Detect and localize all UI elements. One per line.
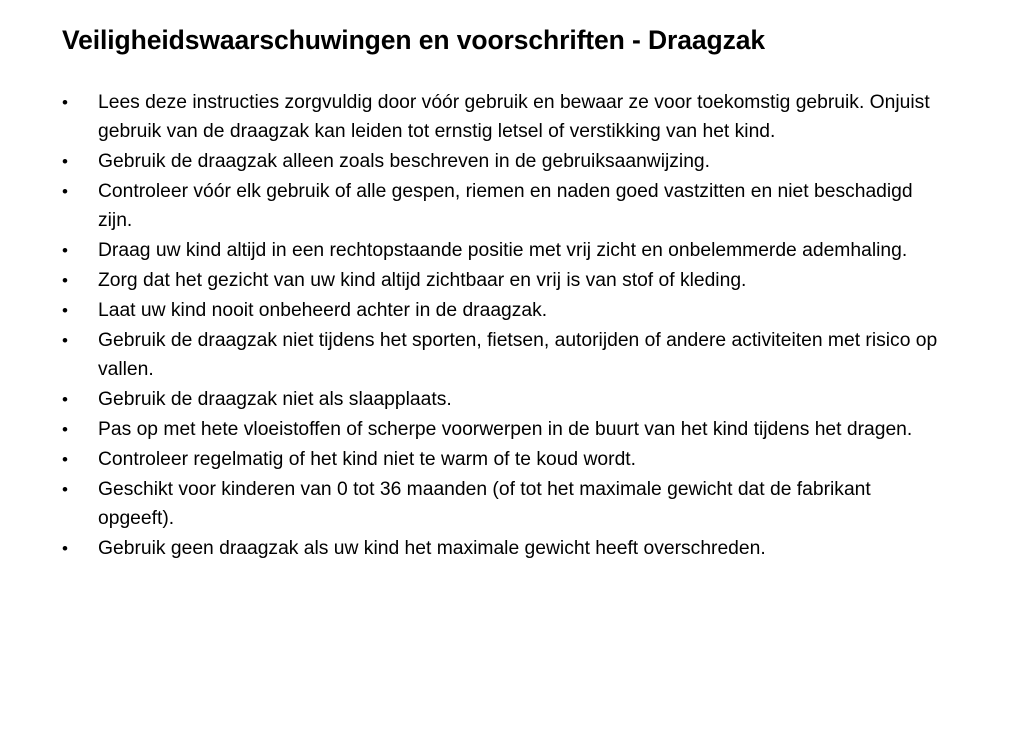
- list-item-text: Zorg dat het gezicht van uw kind altijd zichtbaar en vrij is van stof of kleding.: [98, 270, 747, 291]
- list-item: [62, 534, 942, 563]
- bullet-icon: •: [62, 271, 68, 290]
- bullet-icon: •: [62, 420, 68, 439]
- safety-rules-list: [62, 88, 942, 564]
- document-title: Veiligheidswaarschuwingen en voorschriften - Draagzak: [62, 25, 766, 55]
- list-item-text: Controleer vóór elk gebruik of alle gespen, riemen en naden goed vastzitten en niet beschadigd zijn.: [98, 181, 913, 231]
- bullet-icon: •: [62, 152, 68, 171]
- bullet-icon: •: [62, 539, 68, 558]
- list-item-text: Draag uw kind altijd in een rechtopstaande positie met vrij zicht en onbelemmerde ademhaling.: [98, 240, 908, 261]
- list-item: [62, 177, 942, 235]
- bullet-icon: •: [62, 390, 68, 409]
- list-item-text: Gebruik de draagzak niet tijdens het sporten, fietsen, autorijden of andere activiteiten met risico op vallen.: [98, 330, 938, 380]
- list-item: [62, 445, 942, 474]
- bullet-icon: •: [62, 331, 68, 350]
- list-item: [62, 326, 942, 384]
- bullet-icon: •: [62, 480, 68, 499]
- list-item: [62, 296, 942, 325]
- list-item-text: Gebruik de draagzak niet als slaapplaats.: [98, 389, 452, 410]
- list-item: [62, 88, 942, 146]
- list-item-text: Controleer regelmatig of het kind niet te warm of te koud wordt.: [98, 449, 637, 470]
- list-item-text: Gebruik geen draagzak als uw kind het maximale gewicht heeft overschreden.: [98, 538, 766, 559]
- list-item: [62, 236, 942, 265]
- list-item: [62, 147, 942, 176]
- bullet-icon: •: [62, 241, 68, 260]
- list-item-text: Lees deze instructies zorgvuldig door vóór gebruik en bewaar ze voor toekomstig gebruik. Onjuist gebruik van de draagzak kan leiden tot ernstig letsel of verstikking van het kind.: [98, 92, 930, 142]
- list-item: [62, 385, 942, 414]
- document-page: [62, 22, 942, 559]
- bullet-icon: •: [62, 93, 68, 112]
- list-item: [62, 475, 942, 533]
- list-item: [62, 415, 942, 444]
- list-item-text: Geschikt voor kinderen van 0 tot 36 maanden (of tot het maximale gewicht dat de fabrikant opgeeft).: [98, 479, 871, 529]
- list-item-text: Pas op met hete vloeistoffen of scherpe voorwerpen in de buurt van het kind tijdens het dragen.: [98, 419, 913, 440]
- bullet-icon: •: [62, 301, 68, 320]
- list-item: [62, 266, 942, 295]
- list-item-text: Gebruik de draagzak alleen zoals beschreven in de gebruiksaanwijzing.: [98, 151, 711, 172]
- bullet-icon: •: [62, 182, 68, 201]
- bullet-icon: •: [62, 450, 68, 469]
- list-item-text: Laat uw kind nooit onbeheerd achter in de draagzak.: [98, 300, 548, 321]
